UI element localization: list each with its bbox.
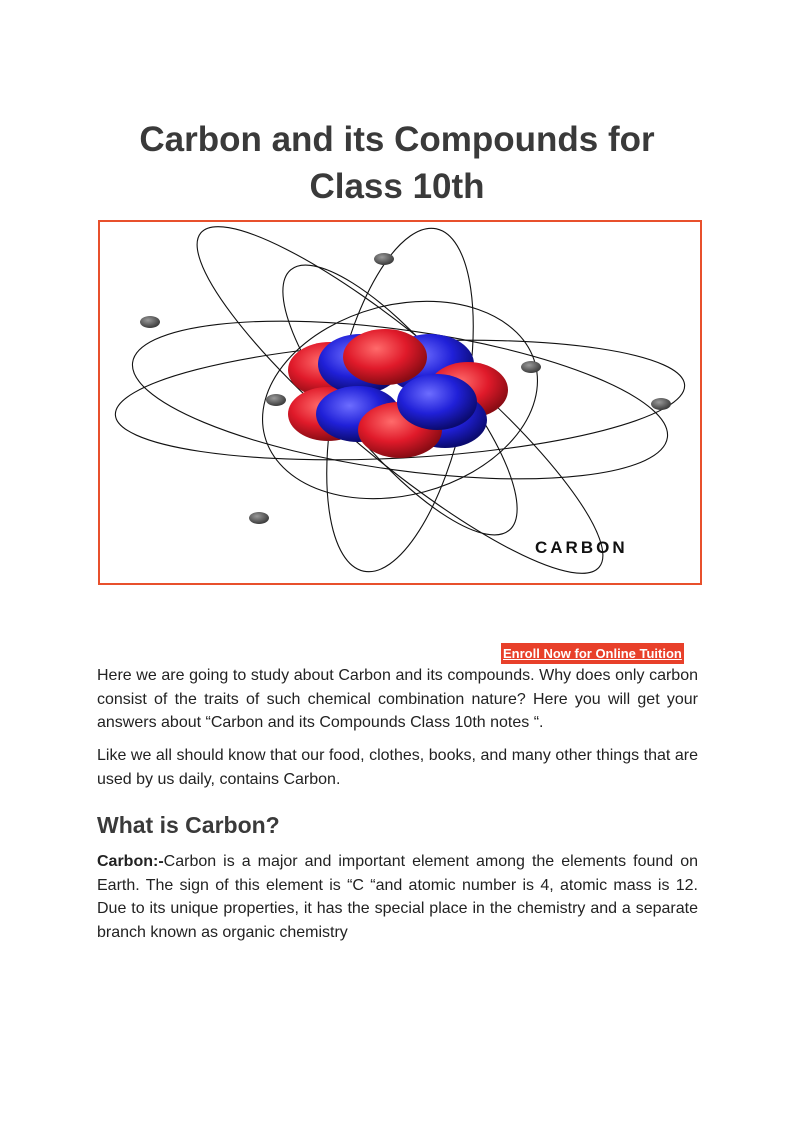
- enroll-button[interactable]: Enroll Now for Online Tuition: [501, 643, 684, 664]
- page-title: Carbon and its Compounds for Class 10th: [139, 120, 655, 206]
- definition-lead: Carbon:-: [97, 853, 164, 870]
- nucleus: [288, 329, 508, 458]
- daily-use-paragraph: Like we all should know that our food, clothes, books, and many other things that are used by us daily, contains Carbon.: [97, 747, 698, 788]
- figure-label: CARBON: [535, 538, 628, 557]
- definition-body: Carbon is a major and important element among the elements found on Earth. The sign of this element is “C “and atomic number is 4, atomic mass is 12. Due to its unique properties, it has the special place in the chemistry and a separate branch known as organic chemistry: [97, 853, 698, 941]
- carbon-atom-figure: [98, 220, 702, 585]
- carbon-definition-paragraph: [97, 850, 698, 944]
- atom-illustration: [100, 222, 700, 583]
- section-heading: What is Carbon?: [97, 812, 280, 838]
- intro-paragraph: Here we are going to study about Carbon and its compounds. Why does only carbon consist of the traits of such chemical combination nature? Here you will get your answers about “Carbon and its Compounds Class 10th notes “.: [97, 667, 698, 731]
